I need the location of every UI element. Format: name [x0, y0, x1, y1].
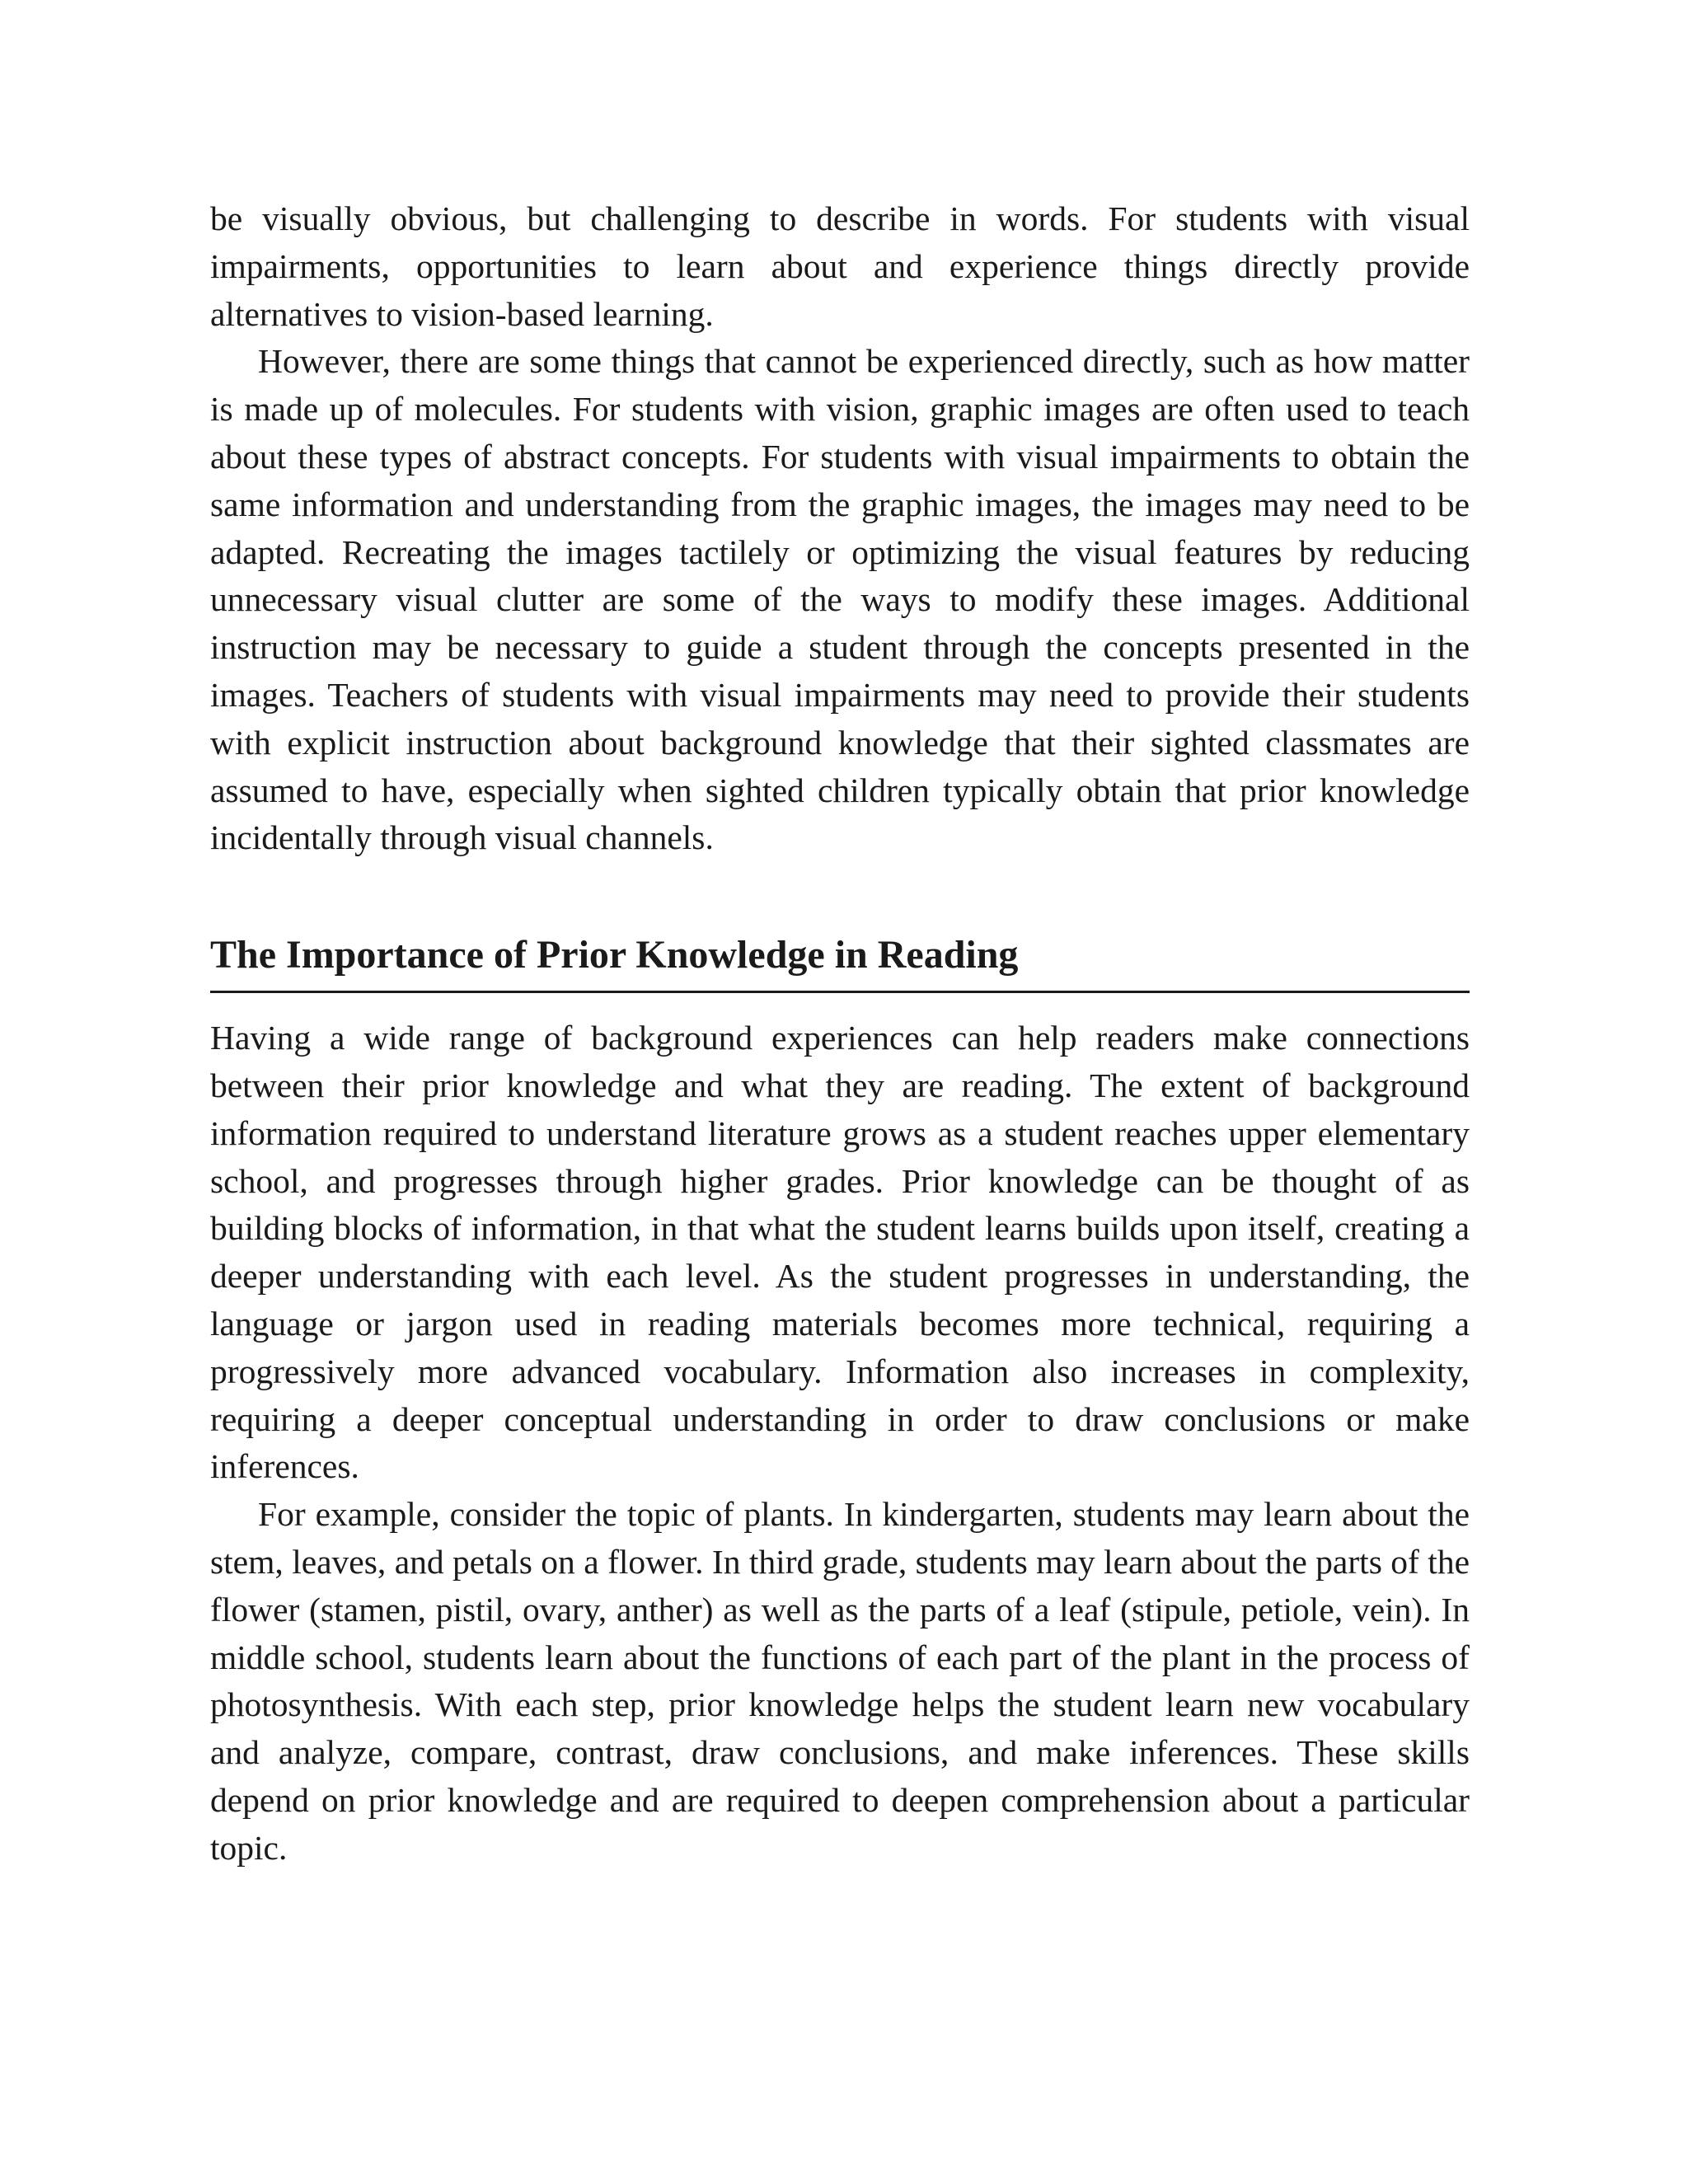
page-body [210, 195, 1470, 1872]
paragraph-abstract-concepts: However, there are some things that cannot be experienced directly, such as how matter is made up of molecules. For students with vision, graphic images are often used to teach about these types of abstract concepts. For students with visual impairments to obtain the same information and understanding from the graphic images, the images may need to be adapted. Recreating the images tactilely or optimizing the visual features by reducing unnecessary visual clutter are some of the ways to modify these images. Additional instruction may be necessary to guide a student through the concepts presented in the images. Teachers of students with visual impairments may need to provide their students with explicit instruction about background knowledge that their sighted classmates are assumed to have, especially when sighted children typically obtain that prior knowledge incidentally through visual channels. [210, 342, 1470, 857]
section-heading: The Importance of Prior Knowledge in Reading [210, 930, 1470, 993]
paragraph-background-experiences: Having a wide range of background experiences can help readers make connections between their prior knowledge and what they are reading. The extent of background information required to understand literature grows as a student reaches upper elementary school, and progresses through higher grades. Prior knowledge can be thought of as building blocks of information, in that what the student learns builds upon itself, creating a deeper understanding with each level. As the student progresses in understanding, the language or jargon used in reading materials becomes more technical, requiring a progressively more advanced vocabulary. Information also increases in complexity, requiring a deeper conceptual understanding in order to draw conclusions or make inferences. [210, 1019, 1470, 1486]
paragraph-continued: be visually obvious, but challenging to describe in words. For students with visual impairments, opportunities to learn about and experience things directly provide alternatives to vision-based learning. [210, 199, 1470, 333]
paragraph-plants-example: For example, consider the topic of plants. In kindergarten, students may learn about the stem, leaves, and petals on a flower. In third grade, students may learn about the parts of the flower (stamen, pistil, ovary, anther) as well as the parts of a leaf (stipule, petiole, vein). In middle school, students learn about the functions of each part of the plant in the process of photosynthesis. With each step, prior knowledge helps the student learn new vocabulary and analyze, compare, contrast, draw conclusions, and make inferences. These skills depend on prior knowledge and are required to deepen comprehension about a particular topic. [210, 1495, 1470, 1867]
